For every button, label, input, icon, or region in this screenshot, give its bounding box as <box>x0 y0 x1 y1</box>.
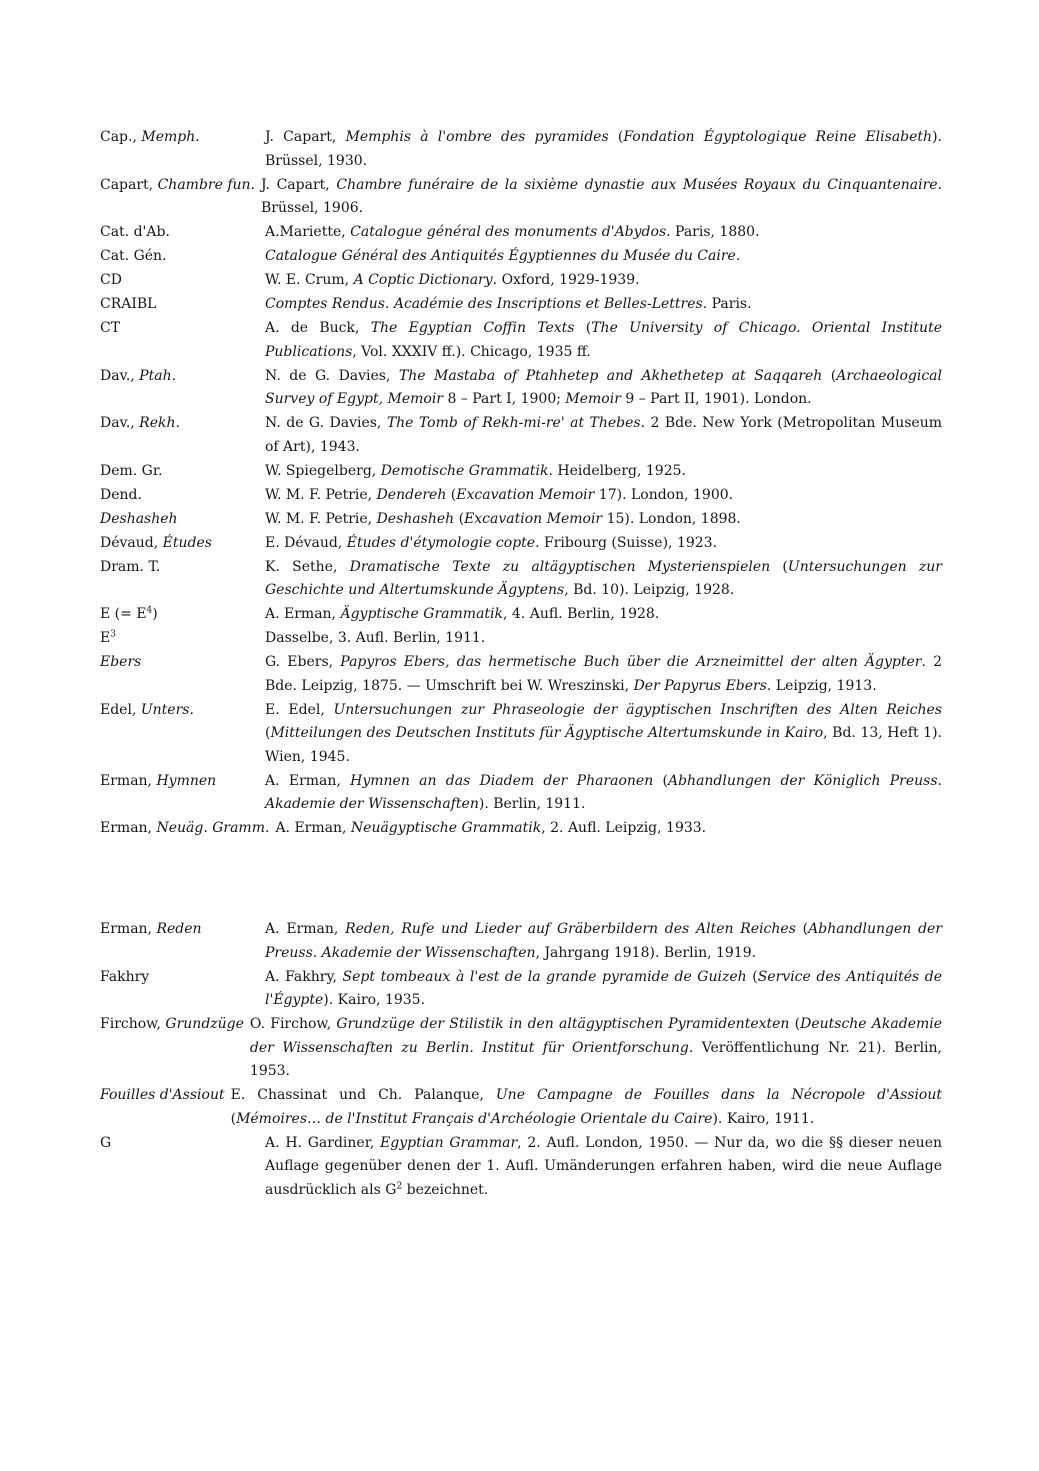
text-run: O. Firchow, <box>249 1016 337 1032</box>
entry-citation <box>265 245 942 269</box>
text-run: . Paris. <box>702 296 752 312</box>
text-run: N. de G. Davies, <box>265 415 387 431</box>
bibliography-entry <box>100 1132 942 1203</box>
entry-abbreviation <box>100 221 265 245</box>
text-run: ). Berlin, 1911. <box>478 796 586 812</box>
bibliography-list-part-1 <box>100 126 942 841</box>
italic-text: Reden, Rufe und Lieder auf Gräberbildern des Alten Reiches <box>345 921 796 937</box>
text-run: G <box>100 1134 112 1151</box>
text-run: ( <box>795 921 809 937</box>
italic-text: Archaeological Survey of Egypt, Memoir <box>265 367 942 407</box>
text-run: A. Erman, <box>275 820 351 836</box>
italic-text: Memphis à l'ombre des pyramides <box>345 129 609 145</box>
italic-text: Excavation Memoir <box>456 486 595 503</box>
entry-abbreviation <box>100 699 265 770</box>
italic-text: Dramatische Texte zu altägyptischen Mysterienspielen <box>349 558 771 575</box>
text-run: Erman, <box>100 772 157 789</box>
text-run: ( <box>446 486 457 503</box>
entry-abbreviation <box>100 293 265 317</box>
text-run: ( <box>230 1110 237 1127</box>
italic-text: Chambre fun. <box>157 176 255 193</box>
entry-citation <box>265 532 942 556</box>
text-run: E. Dévaud, <box>265 534 347 551</box>
entry-citation <box>265 126 942 173</box>
entry-citation <box>265 412 942 459</box>
italic-text: Grundzüge der Stilistik in den altägyptischen Pyramidentexten <box>336 1016 790 1032</box>
text-run: CRAIBL <box>100 296 157 312</box>
text-run: , Vol. XXXIV ff.). Chicago, 1935 ff. <box>352 343 591 360</box>
text-run: E. Edel, <box>265 701 334 718</box>
entry-abbreviation <box>100 1132 265 1203</box>
text-run: Erman, <box>100 820 157 836</box>
text-run: N. de G. Davies, <box>265 367 399 384</box>
entry-abbreviation <box>100 484 265 508</box>
text-run: Erman, <box>100 921 157 937</box>
entry-citation <box>265 918 942 965</box>
entry-abbreviation <box>100 1013 244 1084</box>
entry-citation <box>265 508 942 532</box>
entry-citation <box>261 174 942 221</box>
italic-text: Demotische Grammatik <box>380 462 549 479</box>
text-run: . <box>735 248 741 264</box>
entry-abbreviation <box>100 174 255 221</box>
italic-text: Abhandlungen der Königlich Preuss. Akademie der Wissenschaften <box>265 772 942 812</box>
bibliography-entry <box>100 1084 942 1131</box>
entry-citation <box>265 603 942 627</box>
entry-citation <box>265 627 942 651</box>
entry-abbreviation <box>100 1084 225 1131</box>
text-run: ( <box>770 558 788 575</box>
italic-text: Fondation Égyptologique Reine Elisabeth <box>623 129 933 145</box>
text-run: ( <box>653 772 668 789</box>
italic-text: Études <box>162 534 212 551</box>
entry-abbreviation <box>100 245 265 269</box>
text-run: ( <box>454 510 465 527</box>
bibliography-entry <box>100 603 942 627</box>
text-run: 8 – Part I, 1900; <box>443 391 566 407</box>
text-run: , 2. Aufl. London, 1950. — Nur da, wo die §§ dieser neuen Auflage gegenüber denen der 1. Aufl. Umänderungen erfahren haben, wird die neue Auflage ausdrücklich als G <box>265 1134 942 1198</box>
bibliography-entry <box>100 651 942 698</box>
bibliography-entry <box>100 627 942 651</box>
entry-abbreviation <box>100 365 265 412</box>
text-run: Dav., <box>100 367 140 384</box>
entry-citation <box>265 1132 942 1203</box>
italic-text: Egyptian Grammar <box>380 1134 518 1151</box>
italic-text: Études d'étymologie copte <box>346 534 536 551</box>
text-run: , Bd. 10). Leipzig, 1928. <box>564 582 735 598</box>
entry-abbreviation <box>100 966 265 1013</box>
italic-text: Deutsche Akademie der Wissenschaften zu Berlin. Institut für Orientforschung <box>249 1016 943 1056</box>
text-run: G. Ebers, <box>265 654 341 670</box>
bibliography-entry <box>100 317 942 364</box>
text-run: ( <box>265 725 271 741</box>
text-run: Dem. Gr. <box>100 462 163 479</box>
entry-abbreviation <box>100 460 265 484</box>
text-run: Edel, <box>100 701 141 718</box>
bibliography-entry <box>100 532 942 556</box>
italic-text: Der Papyrus Ebers <box>633 677 767 694</box>
entry-citation <box>231 1084 942 1131</box>
text-run: . Veröffentlichung Nr. 21). Berlin, 1953. <box>249 1039 942 1079</box>
text-run: Firchow, <box>100 1016 166 1032</box>
bibliography-entry <box>100 1013 942 1084</box>
entry-citation <box>265 269 942 293</box>
italic-text: Ptah. <box>139 367 177 384</box>
text-run: . 2 Bde. Leipzig, 1875. — Umschrift bei W. Wreszinski, <box>265 654 942 694</box>
bibliography-entry <box>100 293 942 317</box>
text-run: ( <box>746 968 758 985</box>
italic-text: The Egyptian Coffin Texts <box>370 320 575 336</box>
text-run: ). Brüssel, 1930. <box>265 129 942 169</box>
text-run: . Heidelberg, 1925. <box>548 462 686 479</box>
superscript: 2 <box>396 1180 403 1191</box>
text-run: A. Erman, <box>265 772 351 789</box>
bibliography-entry <box>100 966 942 1013</box>
entry-citation <box>265 484 942 508</box>
text-run: , 4. Aufl. Berlin, 1928. <box>503 606 660 622</box>
text-run: Capart, <box>100 176 158 193</box>
italic-text: Mitteilungen des Deutschen Instituts für Ägyptische Altertumskunde in Kairo <box>270 725 824 741</box>
text-run: Fakhry <box>100 968 150 985</box>
italic-text: Excavation Memoir <box>464 510 603 527</box>
italic-text: Deshasheh <box>100 510 178 527</box>
bibliography-entry <box>100 699 942 770</box>
text-run: CT <box>100 320 121 336</box>
text-run: K. Sethe, <box>265 558 350 575</box>
entry-abbreviation <box>100 918 265 965</box>
italic-text: Unters. <box>140 701 194 718</box>
entry-citation <box>250 1013 942 1084</box>
italic-text: A Coptic Dictionary <box>353 272 493 288</box>
text-run: A.Mariette, <box>265 224 351 240</box>
text-run: W. M. F. Petrie, <box>265 486 377 503</box>
italic-text: The University of Chicago. Oriental Institute Publications <box>265 320 942 360</box>
text-run: Dav., <box>100 415 140 431</box>
text-run: , 2. Aufl. Leipzig, 1933. <box>541 820 707 836</box>
bibliography-entry <box>100 460 942 484</box>
italic-text: Service des Antiquités de l'Égypte <box>265 968 942 1008</box>
text-run: A. H. Gardiner, <box>265 1134 381 1151</box>
text-run: W. Spiegelberg, <box>265 462 381 479</box>
italic-text: Untersuchungen zur Geschichte und Altertumskunde Ägyptens <box>265 558 942 598</box>
italic-text: Une Campagne de Fouilles dans la Nécropole d'Assiout <box>495 1087 942 1103</box>
entry-abbreviation <box>100 556 265 603</box>
text-run: A. de Buck, <box>265 320 371 336</box>
text-run: , Bd. 13, Heft 1). Wien, 1945. <box>265 725 942 765</box>
italic-text: Catalogue Général des Antiquités Égyptiennes du Musée du Caire <box>265 248 736 264</box>
bibliography-entry <box>100 365 942 412</box>
entry-abbreviation <box>100 603 265 627</box>
italic-text: Untersuchungen zur Phraseologie der ägyptischen Inschriften des Alten Reiches <box>333 701 943 718</box>
entry-citation <box>265 293 942 317</box>
bibliography-entry <box>100 412 942 459</box>
italic-text: Rekh. <box>139 415 180 431</box>
bibliography-entry <box>100 770 942 817</box>
italic-text: Abhandlungen der Preuss. Akademie der Wissenschaften <box>265 921 943 961</box>
text-run: 9 – Part II, 1901). London. <box>620 391 812 407</box>
text-run: . Leipzig, 1913. <box>766 677 877 694</box>
entry-citation <box>265 966 942 1013</box>
entry-abbreviation <box>100 651 265 698</box>
bibliography-entry <box>100 556 942 603</box>
text-run: A. Erman, <box>265 606 341 622</box>
bibliography-entry <box>100 126 942 173</box>
bibliography-entry <box>100 174 942 221</box>
text-run: ) <box>152 606 158 622</box>
text-run: Dram. T. <box>100 558 161 575</box>
entry-abbreviation <box>100 412 265 459</box>
entry-abbreviation <box>100 770 265 817</box>
italic-text: Hymnen <box>156 772 217 789</box>
italic-text: Dendereh <box>376 486 447 503</box>
text-run: . Paris, 1880. <box>666 224 760 240</box>
italic-text: Deshasheh <box>376 510 455 527</box>
entry-abbreviation <box>100 317 265 364</box>
text-run: 17). London, 1900. <box>594 486 734 503</box>
italic-text: The Mastaba of Ptahhetep and Akhethetep at Saqqareh <box>398 367 823 384</box>
text-run: CD <box>100 272 122 288</box>
bibliography-entry <box>100 269 942 293</box>
text-run: Cap., <box>100 129 142 145</box>
italic-text: Ägyptische Grammatik <box>340 606 503 622</box>
text-run: W. E. Crum, <box>265 272 354 288</box>
bibliography-entry <box>100 918 942 965</box>
text-run: A. Fakhry, <box>265 968 343 985</box>
text-run: Dévaud, <box>100 534 163 551</box>
text-run: Dend. <box>100 486 142 503</box>
superscript: 4 <box>146 605 153 616</box>
entry-citation <box>265 460 942 484</box>
italic-text: Memoir <box>565 391 621 407</box>
entry-citation <box>265 651 942 698</box>
italic-text: Mémoires… de l'Institut Français d'Archéologie Orientale du Caire <box>236 1110 713 1127</box>
text-run: ( <box>789 1016 801 1032</box>
italic-text: Neuäg. Gramm. <box>156 820 270 836</box>
entry-abbreviation <box>100 627 265 651</box>
entry-abbreviation <box>100 126 265 173</box>
entry-citation <box>265 317 942 364</box>
text-run: 15). London, 1898. <box>602 510 741 527</box>
italic-text: Reden <box>156 921 202 937</box>
italic-text: Hymnen an das Diadem der Pharaonen <box>350 772 654 789</box>
italic-text: Fouilles d'Assiout <box>100 1087 225 1103</box>
italic-text: Chambre funéraire de la sixième dynastie aux Musées Royaux du Cinquantenaire <box>336 176 938 193</box>
superscript: 3 <box>110 629 116 640</box>
italic-text: Neuägyptische Grammatik <box>350 820 542 836</box>
bibliography-entry <box>100 221 942 245</box>
bibliography-entry <box>100 817 942 841</box>
bibliography-entry <box>100 508 942 532</box>
text-run: ( <box>822 367 837 384</box>
bibliography-list-part-2 <box>100 918 942 1203</box>
italic-text: The Tomb of Rekh-mi-re' at Thebes <box>386 415 641 431</box>
entry-abbreviation <box>100 269 265 293</box>
text-run: . Fribourg (Suisse), 1923. <box>535 534 718 551</box>
text-run: E <box>100 630 111 646</box>
italic-text: Sept tombeaux à l'est de la grande pyramide de Guizeh <box>342 968 747 985</box>
entry-citation <box>265 365 942 412</box>
text-run: ( <box>574 320 592 336</box>
text-run: . 2 Bde. New York (Metropolitan Museum of Art), 1943. <box>265 415 942 455</box>
text-run: E (= E <box>100 606 147 622</box>
entry-citation <box>265 556 942 603</box>
text-run: Cat. d'Ab. <box>100 224 170 240</box>
text-run: Cat. Gén. <box>100 248 167 264</box>
entry-citation <box>265 221 942 245</box>
entry-citation <box>265 699 942 770</box>
italic-text: Catalogue général des monuments d'Abydos <box>350 224 667 240</box>
text-run: J. Capart, <box>261 176 337 193</box>
text-run: . Oxford, 1929-1939. <box>492 272 640 288</box>
text-run: . Brüssel, 1906. <box>261 176 942 216</box>
text-run: W. M. F. Petrie, <box>265 510 377 527</box>
text-run: E. Chassinat und Ch. Palanque, <box>230 1087 496 1103</box>
text-run: bezeichnet. <box>402 1181 489 1198</box>
text-run: , Jahrgang 1918). Berlin, 1919. <box>535 944 757 961</box>
italic-text: Ebers <box>100 654 142 670</box>
entry-citation <box>265 770 942 817</box>
text-run: ). Kairo, 1911. <box>712 1110 815 1127</box>
bibliography-entry <box>100 484 942 508</box>
text-run: ). Kairo, 1935. <box>323 992 426 1008</box>
italic-text: Comptes Rendus. Académie des Inscriptions et Belles-Lettres <box>265 296 703 312</box>
entry-abbreviation <box>100 817 269 841</box>
entry-abbreviation <box>100 508 265 532</box>
entry-citation <box>275 817 942 841</box>
text-run: J. Capart, <box>265 129 346 145</box>
entry-abbreviation <box>100 532 265 556</box>
text-run: ( <box>608 129 624 145</box>
text-run: Dasselbe, 3. Aufl. Berlin, 1911. <box>265 630 486 646</box>
bibliography-entry <box>100 245 942 269</box>
italic-text: Memph. <box>141 129 200 145</box>
text-run: A. Erman, <box>265 921 346 937</box>
italic-text: Papyros Ebers, das hermetische Buch über die Arzneimittel der alten Ägypter <box>340 654 922 670</box>
italic-text: Grundzüge <box>165 1016 244 1032</box>
